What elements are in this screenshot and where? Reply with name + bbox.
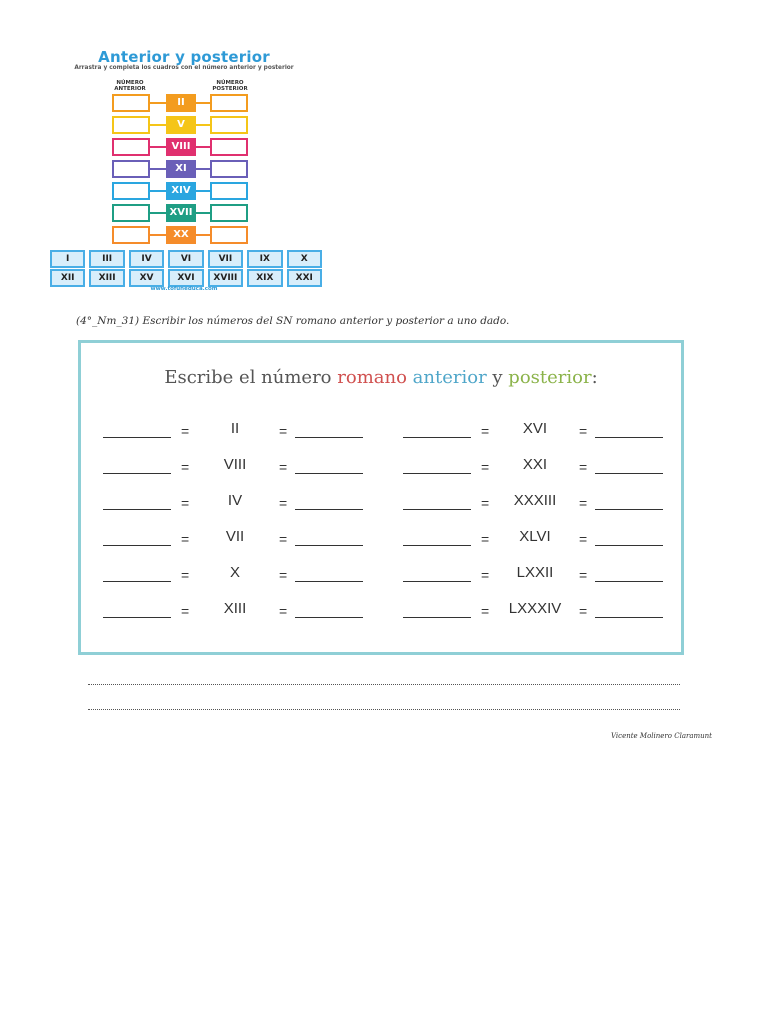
worksheet-row	[112, 182, 248, 198]
worksheet-row	[112, 94, 248, 110]
title-posterior: posterior	[508, 367, 592, 388]
answer-box-posterior[interactable]	[210, 182, 248, 200]
header-anterior: NÚMERO ANTERIOR	[114, 80, 146, 92]
exercise-row	[103, 420, 383, 459]
right-column	[403, 420, 683, 639]
answer-box-posterior[interactable]	[210, 116, 248, 134]
given-numeral: II	[166, 94, 196, 112]
anterior-blank[interactable]	[403, 509, 471, 510]
worksheet-title: Anterior y posterior	[98, 48, 270, 66]
exercise-row	[403, 456, 683, 495]
roman-numeral: LXXII	[516, 564, 554, 581]
title-prefix: Escribe el número	[164, 367, 338, 388]
equals-sign: =	[279, 423, 288, 439]
numeral-tile[interactable]: X	[287, 250, 322, 268]
numeral-tile[interactable]: XII	[50, 269, 85, 287]
exercise-row	[403, 492, 683, 531]
exercise-row	[103, 528, 383, 567]
anterior-blank[interactable]	[103, 437, 171, 438]
roman-numeral: II	[230, 420, 240, 437]
given-numeral: VIII	[166, 138, 196, 156]
exercise-title	[81, 367, 681, 388]
equals-sign: =	[181, 531, 190, 547]
author-signature: Vicente Molinero Claramunt	[611, 732, 712, 740]
answer-box-anterior[interactable]	[112, 226, 150, 244]
connector-line	[194, 212, 210, 214]
worksheet-row	[112, 204, 248, 220]
roman-numeral: VII	[225, 528, 245, 545]
exercise-box	[78, 340, 684, 655]
answer-box-posterior[interactable]	[210, 204, 248, 222]
anterior-blank[interactable]	[103, 545, 171, 546]
equals-sign: =	[279, 567, 288, 583]
anterior-blank[interactable]	[103, 581, 171, 582]
numeral-tile[interactable]: XXI	[287, 269, 322, 287]
numeral-tile[interactable]: I	[50, 250, 85, 268]
posterior-blank[interactable]	[595, 509, 663, 510]
roman-numeral: XVI	[522, 420, 548, 437]
title-y: y	[486, 367, 509, 388]
exercise-row	[103, 564, 383, 603]
answer-box-anterior[interactable]	[112, 182, 150, 200]
equals-sign: =	[279, 603, 288, 619]
answer-box-anterior[interactable]	[112, 94, 150, 112]
title-anterior: anterior	[412, 367, 487, 388]
equals-sign: =	[279, 459, 288, 475]
exercise-row	[403, 600, 683, 639]
connector-line	[150, 234, 166, 236]
posterior-blank[interactable]	[595, 617, 663, 618]
anterior-blank[interactable]	[403, 581, 471, 582]
equals-sign: =	[481, 459, 490, 475]
equals-sign: =	[579, 567, 588, 583]
equals-sign: =	[181, 495, 190, 511]
connector-line	[194, 102, 210, 104]
given-numeral: XX	[166, 226, 196, 244]
anterior-blank[interactable]	[103, 617, 171, 618]
answer-box-posterior[interactable]	[210, 160, 248, 178]
worksheet-row	[112, 138, 248, 154]
equals-sign: =	[579, 531, 588, 547]
anterior-blank[interactable]	[403, 617, 471, 618]
posterior-blank[interactable]	[295, 581, 363, 582]
numeral-tile[interactable]: XVI	[168, 269, 203, 287]
equals-sign: =	[481, 531, 490, 547]
connector-line	[194, 190, 210, 192]
equals-sign: =	[481, 423, 490, 439]
roman-numeral: XXI	[522, 456, 548, 473]
equals-sign: =	[481, 567, 490, 583]
anterior-blank[interactable]	[403, 437, 471, 438]
roman-numeral: IV	[227, 492, 243, 509]
anterior-blank[interactable]	[403, 545, 471, 546]
instruction-text: (4°_Nm_31) Escribir los números del SN romano anterior y posterior a uno dado.	[76, 315, 510, 327]
title-romano: romano	[337, 367, 407, 388]
exercise-row	[103, 456, 383, 495]
connector-line	[150, 102, 166, 104]
answer-box-anterior[interactable]	[112, 160, 150, 178]
numeral-tile[interactable]: XVIII	[208, 269, 243, 287]
connector-line	[150, 168, 166, 170]
roman-numeral: XIII	[223, 600, 247, 617]
given-numeral: V	[166, 116, 196, 134]
roman-numeral: XXXIII	[513, 492, 557, 509]
dotted-line-1[interactable]	[88, 684, 680, 685]
numeral-tile[interactable]: III	[89, 250, 124, 268]
roman-numeral: LXXXIV	[508, 600, 562, 617]
posterior-blank[interactable]	[295, 617, 363, 618]
equals-sign: =	[181, 603, 190, 619]
numeral-tile[interactable]: IX	[247, 250, 282, 268]
exercise-row	[403, 528, 683, 567]
given-numeral: XVII	[166, 204, 196, 222]
exercise-row	[403, 420, 683, 459]
posterior-blank[interactable]	[595, 473, 663, 474]
answer-box-anterior[interactable]	[112, 138, 150, 156]
roman-numeral: X	[229, 564, 240, 581]
numeral-tile[interactable]: IV	[129, 250, 164, 268]
numeral-tile[interactable]: XIII	[89, 269, 124, 287]
tiles-row-2	[48, 269, 322, 287]
equals-sign: =	[481, 495, 490, 511]
worksheet-row	[112, 160, 248, 176]
posterior-blank[interactable]	[295, 437, 363, 438]
equals-sign: =	[579, 423, 588, 439]
posterior-blank[interactable]	[595, 437, 663, 438]
roman-numeral: XLVI	[519, 528, 551, 545]
roman-numeral: VIII	[223, 456, 247, 473]
equals-sign: =	[481, 603, 490, 619]
title-suffix: :	[591, 367, 598, 388]
equals-sign: =	[181, 459, 190, 475]
answer-box-anterior[interactable]	[112, 204, 150, 222]
posterior-blank[interactable]	[595, 581, 663, 582]
exercise-row	[103, 600, 383, 639]
header-posterior: NÚMERO POSTERIOR	[212, 80, 248, 92]
connector-line	[150, 190, 166, 192]
posterior-blank[interactable]	[595, 545, 663, 546]
tiles-row-1	[48, 250, 322, 268]
equals-sign: =	[579, 495, 588, 511]
given-numeral: XI	[166, 160, 196, 178]
numeral-tile[interactable]: XIX	[247, 269, 282, 287]
answer-box-posterior[interactable]	[210, 138, 248, 156]
posterior-blank[interactable]	[295, 473, 363, 474]
connector-line	[194, 146, 210, 148]
equals-sign: =	[579, 603, 588, 619]
connector-line	[194, 168, 210, 170]
connector-line	[150, 124, 166, 126]
connector-line	[150, 212, 166, 214]
worksheet-subtitle: Arrastra y completa los cuadros con el número anterior y posterior	[74, 65, 294, 71]
connector-line	[150, 146, 166, 148]
equals-sign: =	[279, 495, 288, 511]
anterior-blank[interactable]	[103, 473, 171, 474]
answer-box-posterior[interactable]	[210, 94, 248, 112]
worksheet-row	[112, 226, 248, 242]
anterior-blank[interactable]	[103, 509, 171, 510]
equals-sign: =	[181, 567, 190, 583]
left-column	[103, 420, 383, 639]
posterior-blank[interactable]	[295, 545, 363, 546]
worksheet-row	[112, 116, 248, 132]
answer-box-anterior[interactable]	[112, 116, 150, 134]
equals-sign: =	[181, 423, 190, 439]
answer-box-posterior[interactable]	[210, 226, 248, 244]
exercise-row	[103, 492, 383, 531]
anterior-blank[interactable]	[403, 473, 471, 474]
worksheet-image	[48, 40, 320, 298]
connector-line	[194, 234, 210, 236]
posterior-blank[interactable]	[295, 509, 363, 510]
connector-line	[194, 124, 210, 126]
given-numeral: XIV	[166, 182, 196, 200]
equals-sign: =	[279, 531, 288, 547]
numeral-tile[interactable]: VI	[168, 250, 203, 268]
numeral-tile[interactable]: VII	[208, 250, 243, 268]
equals-sign: =	[579, 459, 588, 475]
worksheet-url: www.tofuneduca.com	[150, 286, 218, 292]
numeral-tile[interactable]: XV	[129, 269, 164, 287]
dotted-line-2[interactable]	[88, 709, 680, 710]
exercise-row	[403, 564, 683, 603]
